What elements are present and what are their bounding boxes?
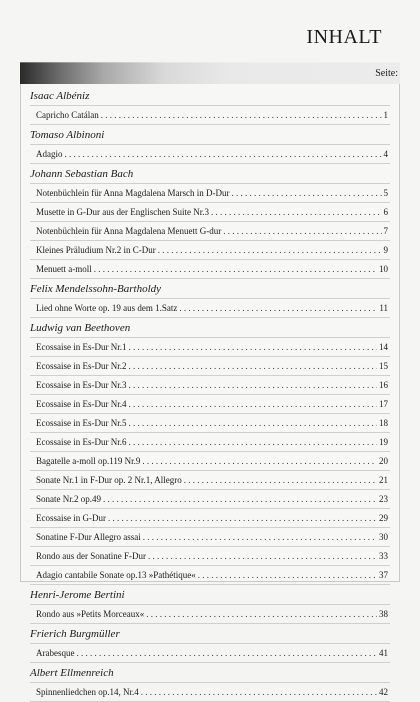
dot-leader (101, 106, 382, 124)
entry-page-number: 1 (383, 110, 388, 120)
entry-title: Ecossaise in Es-Dur Nr.5 (36, 418, 127, 428)
entry-title: Menuett a-moll (36, 264, 92, 274)
entry-title: Ecossaise in Es-Dur Nr.3 (36, 380, 127, 390)
entry-title: Ecossaise in Es-Dur Nr.2 (36, 361, 127, 371)
toc-entry (30, 414, 390, 432)
entry-page-number: 33 (379, 551, 388, 561)
toc-entry (30, 106, 390, 124)
dot-leader (223, 222, 381, 240)
entry-title: Rondo aus »Petits Morceaux« (36, 609, 145, 619)
divider (30, 317, 390, 318)
entry-title: Arabesque (36, 648, 75, 658)
entry-title: Capricho Catálan (36, 110, 99, 120)
entry-page-number: 17 (379, 399, 388, 409)
toc-entry (30, 241, 390, 259)
composer-heading: Frierich Burgmüller (30, 628, 120, 640)
entry-page-number: 14 (379, 342, 388, 352)
toc-entry (30, 452, 390, 470)
dot-leader (128, 357, 377, 375)
entry-page-number: 30 (379, 532, 388, 542)
composer-heading: Henri-Jerome Bertini (30, 589, 125, 601)
divider (30, 584, 390, 585)
entry-page-number: 4 (383, 149, 388, 159)
toc-entry (30, 605, 390, 623)
dot-leader (103, 490, 377, 508)
dot-leader (179, 299, 377, 317)
table-of-contents (30, 86, 390, 702)
dot-leader (128, 338, 377, 356)
toc-entry (30, 203, 390, 221)
entry-page-number: 16 (379, 380, 388, 390)
toc-entry (30, 433, 390, 451)
entry-title: Sonatine F-Dur Allegro assai (36, 532, 141, 542)
entry-page-number: 6 (383, 207, 388, 217)
entry-title: Notenbüchlein für Anna Magdalena Menuett G-dur (36, 226, 222, 236)
divider (30, 163, 390, 164)
dot-leader (76, 644, 377, 662)
toc-entry (30, 395, 390, 413)
entry-page-number: 29 (379, 513, 388, 523)
divider (30, 278, 390, 279)
toc-entry (30, 644, 390, 662)
dot-leader (141, 683, 377, 701)
dot-leader (128, 395, 377, 413)
entry-page-number: 23 (379, 494, 388, 504)
entry-title: Adagio cantabile Sonate op.13 »Pathétique« (36, 570, 196, 580)
toc-entry (30, 376, 390, 394)
entry-title: Ecossaise in Es-Dur Nr.1 (36, 342, 127, 352)
dot-leader (158, 241, 382, 259)
composer-heading: Felix Mendelssohn-Bartholdy (30, 283, 162, 295)
composer-heading: Isaac Albéniz (30, 90, 90, 102)
toc-entry (30, 357, 390, 375)
dot-leader (108, 509, 377, 527)
entry-page-number: 11 (379, 303, 388, 313)
dot-leader (142, 452, 377, 470)
entry-page-number: 18 (379, 418, 388, 428)
entry-title: Bagatelle a-moll op.119 Nr.9 (36, 456, 141, 466)
toc-entry (30, 528, 390, 546)
entry-title: Sonate Nr.2 op.49 (36, 494, 101, 504)
entry-title: Spinnenliedchen op.14, Nr.4 (36, 687, 139, 697)
toc-entry (30, 490, 390, 508)
toc-entry (30, 145, 390, 163)
dot-leader (65, 145, 382, 163)
entry-page-number: 19 (379, 437, 388, 447)
entry-title: Rondo aus der Sonatine F-Dur (36, 551, 146, 561)
divider (30, 124, 390, 125)
toc-entry (30, 683, 390, 701)
divider (30, 662, 390, 663)
entry-page-number: 20 (379, 456, 388, 466)
dot-leader (128, 376, 377, 394)
toc-entry (30, 471, 390, 489)
entry-title: Sonate Nr.1 in F-Dur op. 2 Nr.1, Allegro (36, 475, 182, 485)
entry-page-number: 21 (379, 475, 388, 485)
entry-title: Ecossaise in Es-Dur Nr.4 (36, 399, 127, 409)
composer-heading: Tomaso Albinoni (30, 129, 105, 141)
dot-leader (128, 433, 377, 451)
entry-page-number: 9 (383, 245, 388, 255)
composer-heading: Albert Ellmenreich (30, 667, 114, 679)
page-column-label: Seite: (375, 68, 398, 79)
entry-page-number: 38 (379, 609, 388, 619)
entry-page-number: 5 (383, 188, 388, 198)
dot-leader (128, 414, 377, 432)
entry-title: Adagio (36, 149, 63, 159)
dot-leader (184, 471, 377, 489)
entry-title: Kleines Präludium Nr.2 in C-Dur (36, 245, 156, 255)
toc-entry (30, 566, 390, 584)
header-bar (20, 62, 400, 84)
entry-title: Ecossaise in Es-Dur Nr.6 (36, 437, 127, 447)
page-title: INHALT (306, 26, 382, 48)
toc-entry (30, 222, 390, 240)
divider (30, 623, 390, 624)
entry-page-number: 37 (379, 570, 388, 580)
entry-page-number: 41 (379, 648, 388, 658)
entry-page-number: 15 (379, 361, 388, 371)
entry-page-number: 10 (379, 264, 388, 274)
entry-page-number: 7 (383, 226, 388, 236)
toc-entry (30, 184, 390, 202)
toc-entry (30, 260, 390, 278)
dot-leader (143, 528, 377, 546)
toc-entry (30, 547, 390, 565)
toc-entry (30, 509, 390, 527)
composer-heading: Ludwig van Beethoven (30, 322, 131, 334)
dot-leader (231, 184, 381, 202)
dot-leader (211, 203, 382, 221)
dot-leader (148, 547, 377, 565)
dot-leader (94, 260, 377, 278)
entry-title: Lied ohne Worte op. 19 aus dem 1.Satz (36, 303, 178, 313)
entry-title: Notenbüchlein für Anna Magdalena Marsch in D-Dur (36, 188, 230, 198)
dot-leader (198, 566, 377, 584)
entry-page-number: 42 (379, 687, 388, 697)
composer-heading: Johann Sebastian Bach (30, 168, 134, 180)
toc-entry (30, 299, 390, 317)
toc-entry (30, 338, 390, 356)
dot-leader (146, 605, 377, 623)
entry-title: Ecossaise in G-Dur (36, 513, 106, 523)
entry-title: Musette in G-Dur aus der Englischen Suite Nr.3 (36, 207, 209, 217)
